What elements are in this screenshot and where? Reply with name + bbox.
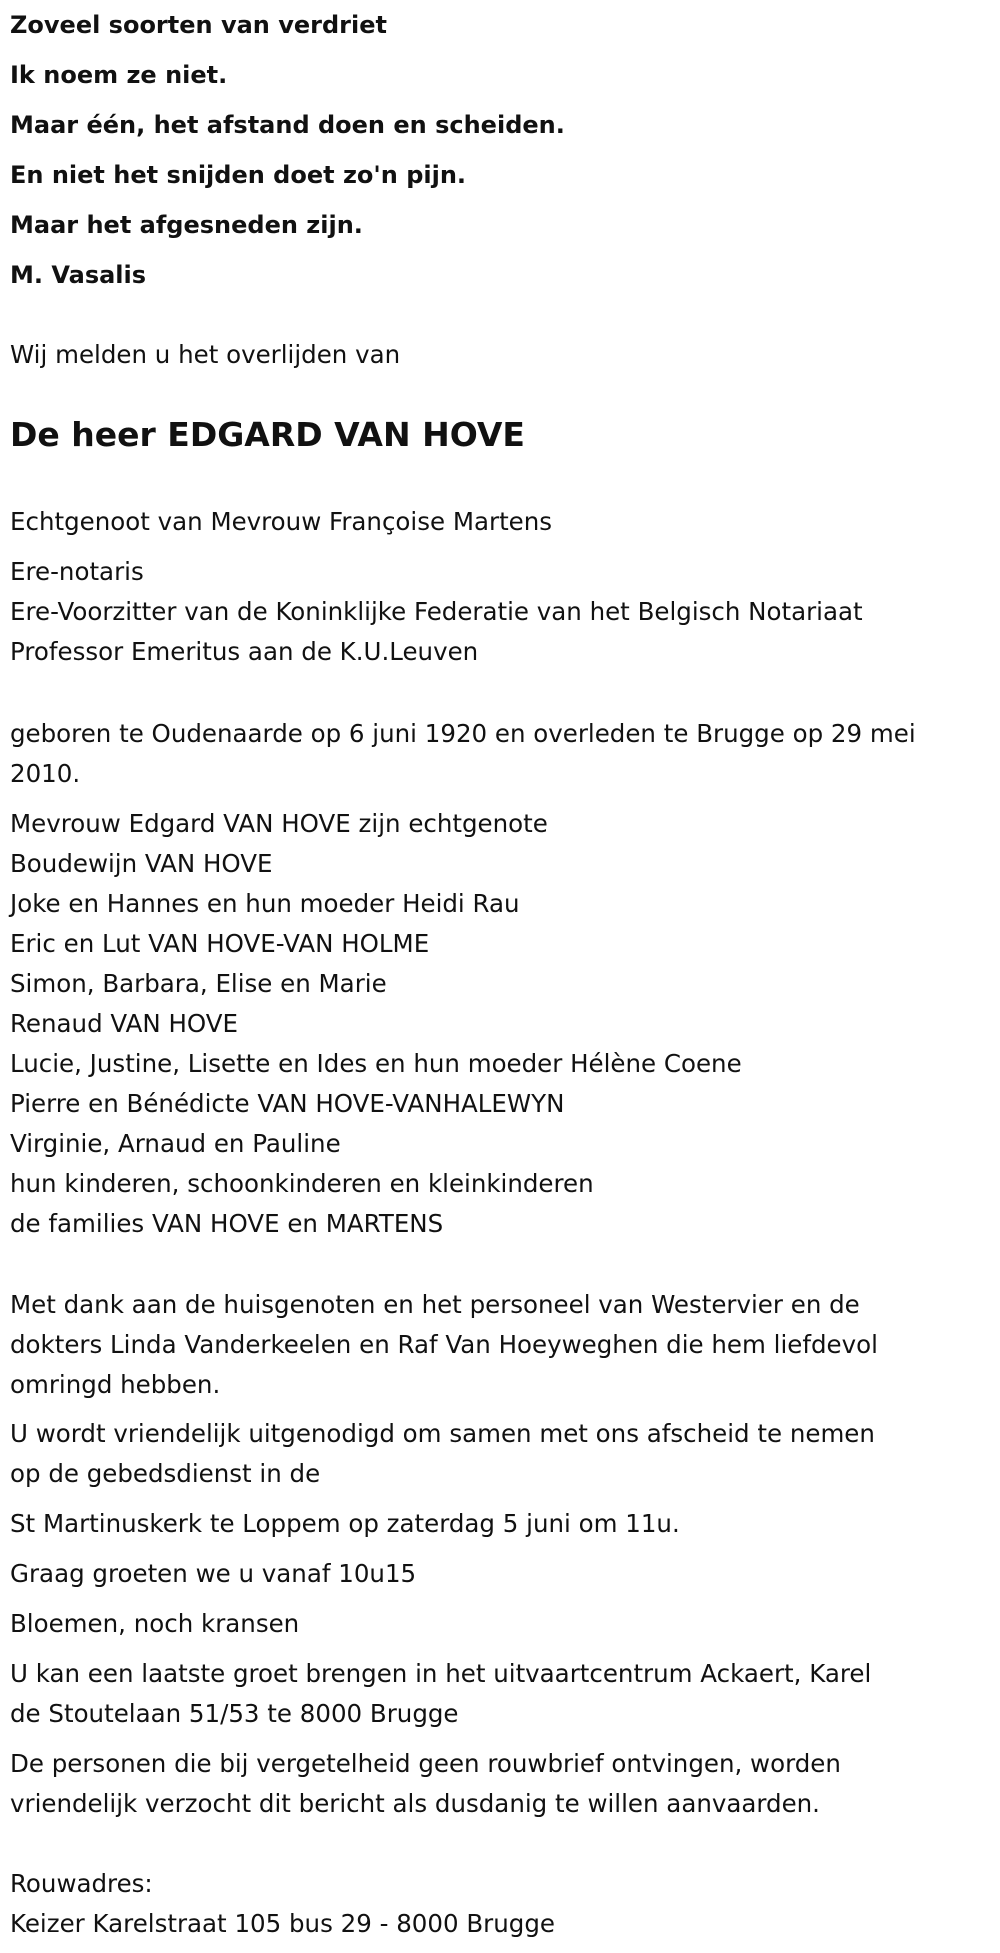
thanks-line: dokters Linda Vanderkeelen en Raf Van Hoeyweghen die hem liefdevol <box>10 1330 878 1359</box>
intro-text: Wij melden u het overlijden van <box>10 340 401 369</box>
notice-line: vriendelijk verzocht dit bericht als dusdanig te willen aanvaarden. <box>10 1789 820 1818</box>
family-member: Joke en Hannes en hun moeder Heidi Rau <box>10 889 520 918</box>
ceremony-line: St Martinuskerk te Loppem op zaterdag 5 juni om 11u. <box>10 1509 680 1538</box>
address: Keizer Karelstraat 105 bus 29 - 8000 Brugge <box>10 1909 555 1938</box>
family-member: Eric en Lut VAN HOVE-VAN HOLME <box>10 929 430 958</box>
poem-line: Maar één, het afstand doen en scheiden. <box>10 111 565 139</box>
last-greeting-line: U kan een laatste groet brengen in het uitvaartcentrum Ackaert, Karel <box>10 1659 872 1688</box>
title-line: Professor Emeritus aan de K.U.Leuven <box>10 637 479 666</box>
family-member: de families VAN HOVE en MARTENS <box>10 1209 444 1238</box>
title-line: Ere-Voorzitter van de Koninklijke Federatie van het Belgisch Notariaat <box>10 597 863 626</box>
family-member: Mevrouw Edgard VAN HOVE zijn echtgenote <box>10 809 548 838</box>
poem-line: En niet het snijden doet zo'n pijn. <box>10 161 467 189</box>
poem-line: Ik noem ze niet. <box>10 61 228 89</box>
poem-author: M. Vasalis <box>10 261 147 289</box>
family-member: Virginie, Arnaud en Pauline <box>10 1129 341 1158</box>
spouse-line: Echtgenoot van Mevrouw Françoise Martens <box>10 507 553 536</box>
family-member: Pierre en Bénédicte VAN HOVE-VANHALEWYN <box>10 1089 565 1118</box>
deceased-name-heading: De heer EDGARD VAN HOVE <box>10 415 525 454</box>
last-greeting-line: de Stoutelaan 51/53 te 8000 Brugge <box>10 1699 459 1728</box>
family-member: Lucie, Justine, Lisette en Ides en hun moeder Hélène Coene <box>10 1049 742 1078</box>
flowers-line: Bloemen, noch kransen <box>10 1609 300 1638</box>
greeting-line: Graag groeten we u vanaf 10u15 <box>10 1559 417 1588</box>
birth-death-line: 2010. <box>10 759 81 788</box>
birth-death-line: geboren te Oudenaarde op 6 juni 1920 en overleden te Brugge op 29 mei <box>10 719 916 748</box>
address-label: Rouwadres: <box>10 1869 153 1898</box>
title-line: Ere-notaris <box>10 557 144 586</box>
poem-line: Maar het afgesneden zijn. <box>10 211 363 239</box>
family-member: Boudewijn VAN HOVE <box>10 849 273 878</box>
poem-line: Zoveel soorten van verdriet <box>10 11 387 39</box>
family-member: Renaud VAN HOVE <box>10 1009 238 1038</box>
invitation-line: U wordt vriendelijk uitgenodigd om samen met ons afscheid te nemen <box>10 1419 875 1448</box>
family-member: Simon, Barbara, Elise en Marie <box>10 969 387 998</box>
notice-line: De personen die bij vergetelheid geen rouwbrief ontvingen, worden <box>10 1749 841 1778</box>
family-member: hun kinderen, schoonkinderen en kleinkinderen <box>10 1169 594 1198</box>
thanks-line: Met dank aan de huisgenoten en het personeel van Westervier en de <box>10 1290 860 1319</box>
thanks-line: omringd hebben. <box>10 1370 221 1399</box>
invitation-line: op de gebedsdienst in de <box>10 1459 321 1488</box>
